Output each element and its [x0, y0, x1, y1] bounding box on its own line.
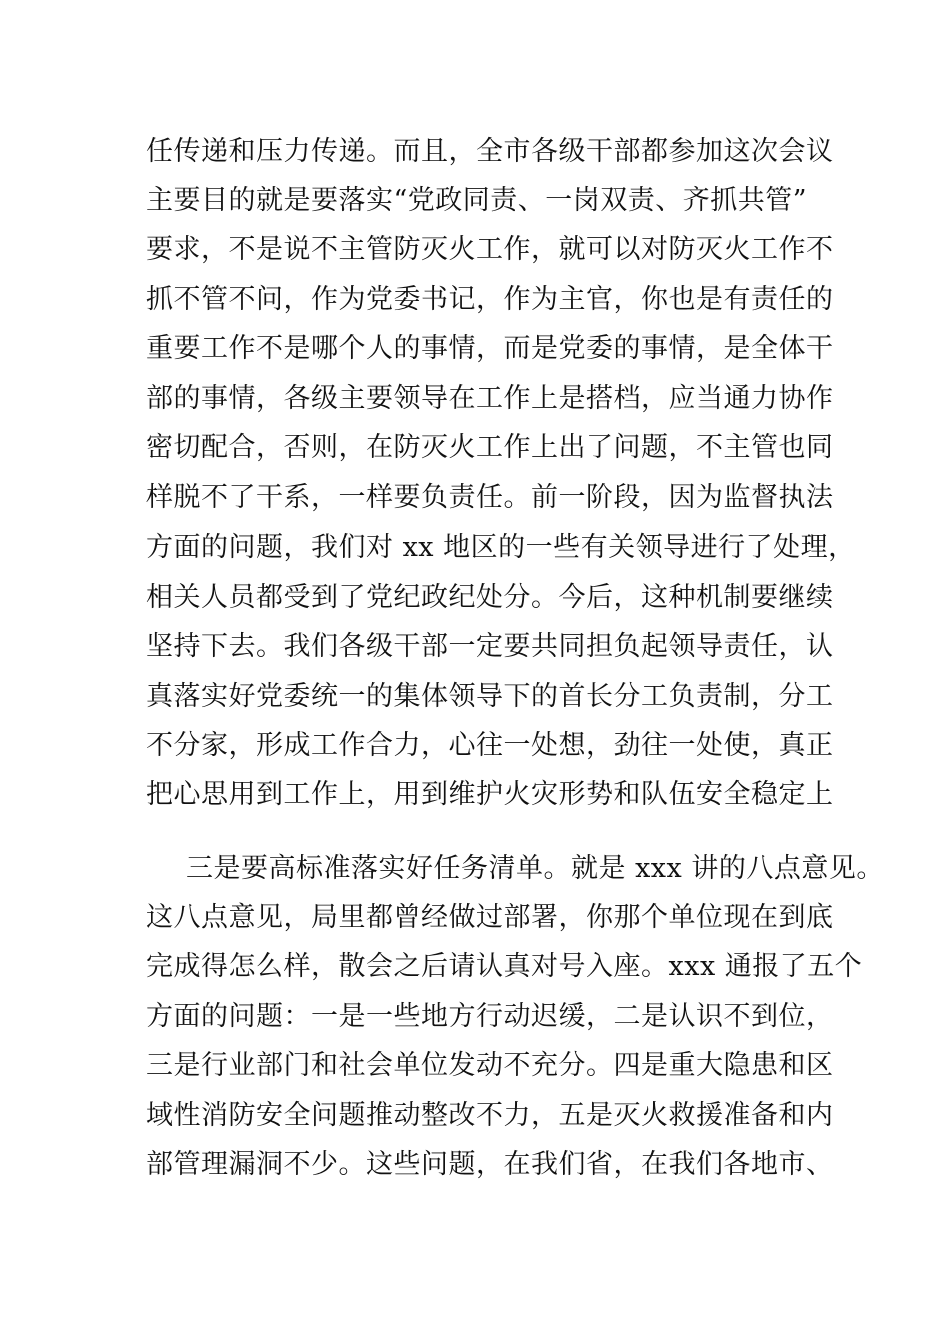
paragraph-1-line: 把心思用到工作上，用到维护火灾形势和队伍安全稳定上 — [146, 779, 834, 810]
paragraph-2-line: 方面的问题：一是一些地方行动迟缓，二是认识不到位， — [146, 1001, 834, 1032]
paragraph-1-line: 相关人员都受到了党纪政纪处分。今后，这种机制要继续 — [146, 582, 834, 613]
paragraph-1-line: 任传递和压力传递。而且，全市各级干部都参加这次会议 — [146, 136, 834, 167]
paragraph-1-line: 密切配合，否则，在防灭火工作上出了问题，不主管也同 — [146, 432, 834, 463]
paragraph-1-line: 重要工作不是哪个人的事情，而是党委的事情，是全体干 — [146, 333, 834, 364]
paragraph-1-line: 要求，不是说不主管防灭火工作，就可以对防灭火工作不 — [146, 234, 834, 265]
paragraph-1-line: 部的事情，各级主要领导在工作上是搭档，应当通力协作 — [146, 383, 834, 414]
paragraph-2-line: 三是要高标准落实好任务清单。就是 xxx 讲的八点意见。 — [186, 853, 884, 884]
paragraph-1-line: 坚持下去。我们各级干部一定要共同担负起领导责任，认 — [146, 631, 834, 662]
paragraph-1-line: 真落实好党委统一的集体领导下的首长分工负责制，分工 — [146, 681, 834, 712]
paragraph-2-line: 域性消防安全问题推动整改不力，五是灭火救援准备和内 — [146, 1100, 834, 1131]
paragraph-1-line: 不分家，形成工作合力，心往一处想，劲往一处使，真正 — [146, 730, 834, 761]
paragraph-2-line: 三是行业部门和社会单位发动不充分。四是重大隐患和区 — [146, 1050, 834, 1081]
paragraph-1-line: 主要目的就是要落实“党政同责、一岗双责、齐抓共管” — [146, 185, 808, 216]
paragraph-1-line: 方面的问题，我们对 xx 地区的一些有关领导进行了处理， — [146, 532, 856, 563]
paragraph-1-line: 抓不管不问，作为党委书记，作为主官，你也是有责任的 — [146, 284, 834, 315]
paragraph-1-line: 样脱不了干系，一样要负责任。前一阶段，因为监督执法 — [146, 482, 834, 513]
paragraph-2-line: 完成得怎么样，散会之后请认真对号入座。xxx 通报了五个 — [146, 951, 863, 982]
paragraph-2-line: 部管理漏洞不少。这些问题，在我们省，在我们各地市、 — [146, 1149, 834, 1180]
paragraph-2-line: 这八点意见，局里都曾经做过部署，你那个单位现在到底 — [146, 902, 834, 933]
